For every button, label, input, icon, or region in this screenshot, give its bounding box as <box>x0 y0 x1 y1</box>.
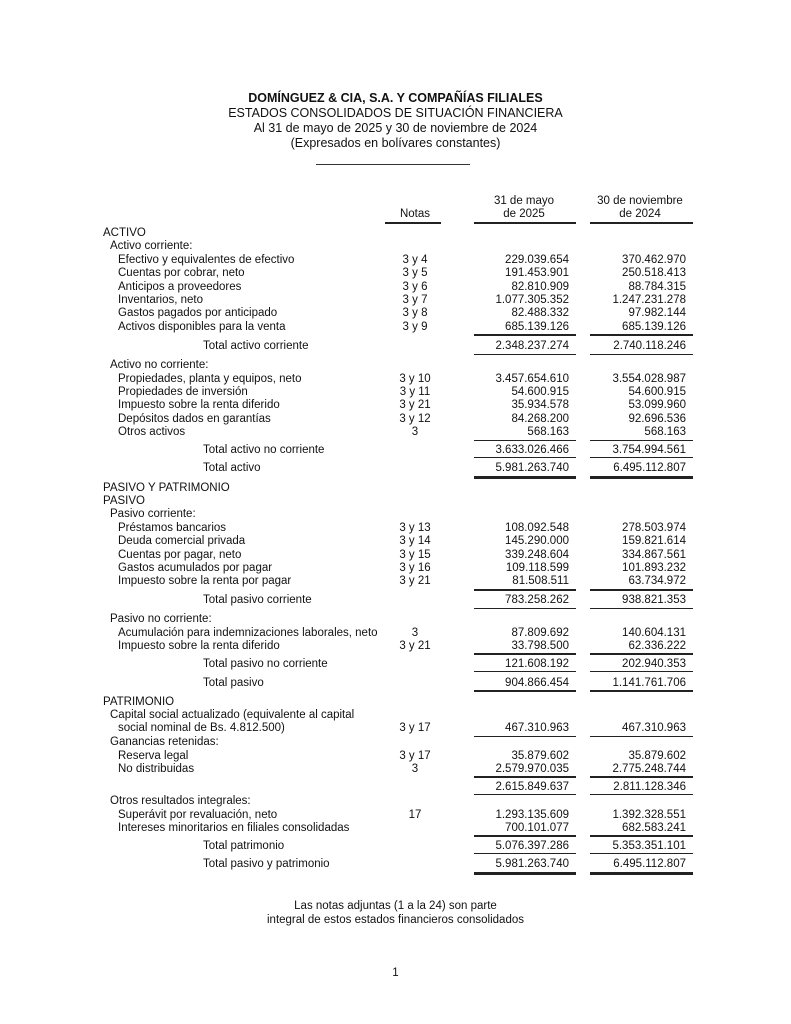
row-label: Propiedades, planta y equipos, neto <box>118 373 302 385</box>
subtotal-rule <box>590 776 693 778</box>
table-row <box>0 627 791 640</box>
total-rule <box>474 853 576 854</box>
subsection-activo-no-corriente <box>0 359 791 372</box>
row-label: Otros resultados integrales: <box>110 795 251 807</box>
table-row <box>0 307 791 320</box>
row-value-2024: 3.554.028.987 <box>612 373 686 385</box>
grand-total-row <box>0 462 791 475</box>
row-label: Gastos pagados por anticipado <box>118 307 278 319</box>
row-value-2024: 54.600.915 <box>628 386 686 398</box>
section-heading-pasivo <box>0 495 791 508</box>
row-note: 3 y 21 <box>399 575 431 587</box>
table-row <box>0 562 791 575</box>
page-number: 1 <box>392 967 399 979</box>
double-rule <box>590 872 693 875</box>
col1-header-line2: de 2025 <box>503 208 545 220</box>
row-note: 3 <box>411 763 419 775</box>
row-value-2025: 229.039.654 <box>505 254 569 266</box>
double-rule <box>474 476 576 479</box>
subtotal-rule <box>474 835 576 837</box>
row-label: PATRIMONIO <box>103 696 175 708</box>
col1-header-underline <box>474 222 576 224</box>
row-value-2024: 1.141.761.706 <box>612 677 686 689</box>
row-label: Total pasivo no corriente <box>203 658 328 670</box>
total-rule <box>474 354 576 355</box>
row-value-2025: 339.248.604 <box>505 549 569 561</box>
currency-note: (Expresados en bolívares constantes) <box>290 136 501 150</box>
row-note: 3 y 16 <box>399 562 431 574</box>
row-value-2024: 250.518.413 <box>622 267 686 279</box>
row-label: Intereses minoritarios en filiales consolidadas <box>118 822 350 834</box>
row-value-2024: 278.503.974 <box>622 522 686 534</box>
subsection-otros-resultados <box>0 795 791 808</box>
row-note: 3 y 5 <box>402 267 428 279</box>
subtotal-rule <box>474 653 576 655</box>
row-value-2025: 84.268.200 <box>511 413 569 425</box>
row-note: 3 y 11 <box>399 386 431 398</box>
subtotal-rule <box>590 589 693 591</box>
row-value-2024: 568.163 <box>644 426 686 438</box>
row-value-2025: 5.076.397.286 <box>495 840 569 852</box>
row-label: Activo no corriente: <box>110 359 209 371</box>
table-row <box>0 809 791 822</box>
row-note: 3 y 14 <box>399 535 431 547</box>
subtotal-rule <box>474 589 576 591</box>
row-value-2024: 1.392.328.551 <box>612 809 686 821</box>
section-heading-activo <box>0 227 791 240</box>
total-rule <box>590 690 693 692</box>
total-rule <box>474 608 576 609</box>
subtotal-rule <box>590 653 693 655</box>
table-row <box>0 386 791 399</box>
row-value-2024: 6.495.112.807 <box>613 858 686 870</box>
row-note: 3 y 10 <box>399 373 431 385</box>
row-value-2025: 3.633.026.466 <box>495 444 569 456</box>
double-rule <box>474 872 576 875</box>
table-row <box>0 549 791 562</box>
row-value-2024: 1.247.231.278 <box>612 294 686 306</box>
section-heading-pasivo-patrimonio <box>0 482 791 495</box>
row-value-2024: 685.139.126 <box>622 321 686 333</box>
row-label: Cuentas por pagar, neto <box>118 549 242 561</box>
row-value-2024: 101.893.232 <box>622 562 686 574</box>
row-note: 3 y 6 <box>402 281 428 293</box>
row-label: Total activo <box>203 462 261 474</box>
row-note: 3 y 13 <box>399 522 431 534</box>
row-label: Inventarios, neto <box>118 294 204 306</box>
row-value-2025: 1.293.135.609 <box>495 809 569 821</box>
subsection-ganancias-retenidas <box>0 736 791 749</box>
row-label: Total patrimonio <box>203 840 285 852</box>
row-value-2025: 109.118.599 <box>505 562 569 574</box>
row-label: Anticipos a proveedores <box>118 281 242 293</box>
row-value-2024: 92.696.536 <box>628 413 686 425</box>
row-note: 3 y 7 <box>402 294 428 306</box>
subtotal-rule <box>474 776 576 778</box>
row-note: 3 y 21 <box>399 399 431 411</box>
total-row <box>0 677 791 690</box>
row-value-2025: 904.866.454 <box>505 677 569 689</box>
row-value-2025: 145.290.000 <box>505 535 569 547</box>
row-value-2025: 2.615.849.637 <box>495 781 569 793</box>
row-value-2024: 140.604.131 <box>622 627 686 639</box>
table-row <box>0 763 791 776</box>
row-value-2025: 2.579.970.035 <box>495 763 569 775</box>
col2-header-underline <box>590 222 693 224</box>
row-value-2025: 783.258.262 <box>505 594 569 606</box>
row-label: PASIVO Y PATRIMONIO <box>103 482 230 494</box>
row-value-2025: 108.092.548 <box>505 522 569 534</box>
row-value-2024: 159.821.614 <box>622 535 686 547</box>
subsection-activo-corriente <box>0 240 791 253</box>
row-value-2024: 202.940.353 <box>622 658 686 670</box>
total-row <box>0 658 791 671</box>
subtotal-rule <box>590 440 693 441</box>
row-label: Superávit por revaluación, neto <box>118 809 278 821</box>
total-row <box>0 444 791 457</box>
row-value-2024: 88.784.315 <box>628 281 686 293</box>
row-label: Pasivo corriente: <box>110 508 196 520</box>
row-label: Activo corriente: <box>110 240 193 252</box>
total-rule <box>590 853 693 854</box>
row-value-2024: 5.353.351.101 <box>612 840 686 852</box>
row-value-2025: 467.310.963 <box>505 722 569 734</box>
row-value-2025: 82.488.332 <box>511 307 569 319</box>
statement-title: ESTADOS CONSOLIDADOS DE SITUACIÓN FINANCIERA <box>228 106 563 120</box>
row-label: Depósitos dados en garantías <box>118 413 271 425</box>
row-value-2024: 62.336.222 <box>628 640 686 652</box>
row-label: social nominal de Bs. 4.812.500) <box>118 722 285 734</box>
row-label: Total pasivo corriente <box>203 594 312 606</box>
row-value-2025: 81.508.511 <box>512 575 569 587</box>
subtotal-rule <box>474 334 576 336</box>
table-row <box>0 640 791 653</box>
row-label: Reserva legal <box>118 750 189 762</box>
row-value-2024: 938.821.353 <box>622 594 686 606</box>
row-label: ACTIVO <box>103 227 146 239</box>
notes-disclaimer-line1: Las notas adjuntas (1 a la 24) son parte <box>294 900 497 912</box>
total-rule <box>590 457 693 458</box>
row-value-2025: 87.809.692 <box>511 627 569 639</box>
row-label: PASIVO <box>103 495 145 507</box>
row-value-2024: 2.775.248.744 <box>612 763 686 775</box>
row-label: Préstamos bancarios <box>118 522 227 534</box>
row-value-2024: 2.740.118.246 <box>613 340 686 352</box>
row-label: Impuesto sobre la renta por pagar <box>118 575 292 587</box>
row-value-2024: 35.879.602 <box>628 750 686 762</box>
row-label: Impuesto sobre la renta diferido <box>118 640 280 652</box>
row-value-2025: 82.810.909 <box>511 281 569 293</box>
statement-period: Al 31 de mayo de 2025 y 30 de noviembre de 2024 <box>253 121 538 135</box>
row-label: Efectivo y equivalentes de efectivo <box>118 254 295 266</box>
row-value-2024: 467.310.963 <box>622 722 686 734</box>
total-rule <box>590 354 693 355</box>
row-label: Otros activos <box>118 426 186 438</box>
row-label: Pasivo no corriente: <box>110 613 212 625</box>
row-note: 3 <box>411 426 419 438</box>
row-label: Activos disponibles para la venta <box>118 321 286 333</box>
col2-header-line1: 30 de noviembre <box>597 195 683 207</box>
notes-disclaimer-line2: integral de estos estados financieros consolidados <box>267 914 524 926</box>
row-value-2024: 682.583.241 <box>622 822 686 834</box>
total-rule <box>474 690 576 692</box>
subtotal-rule <box>590 334 693 336</box>
table-row <box>0 254 791 267</box>
total-row <box>0 594 791 607</box>
notes-column-header: Notas <box>399 208 431 220</box>
table-row <box>0 373 791 386</box>
total-row <box>0 340 791 353</box>
section-heading-patrimonio <box>0 696 791 709</box>
row-note: 3 y 8 <box>402 307 428 319</box>
row-label: No distribuidas <box>118 763 195 775</box>
row-value-2024: 2.811.128.346 <box>613 781 686 793</box>
company-name: DOMÍNGUEZ & CIA, S.A. Y COMPAÑÍAS FILIALES <box>248 91 543 105</box>
row-value-2024: 6.495.112.807 <box>613 462 686 474</box>
row-label: Cuentas por cobrar, neto <box>118 267 245 279</box>
row-value-2024: 334.867.561 <box>622 549 686 561</box>
row-label: Total pasivo y patrimonio <box>203 858 330 870</box>
row-value-2025: 3.457.654.610 <box>495 373 569 385</box>
table-row <box>0 426 791 439</box>
table-row <box>0 750 791 763</box>
row-note: 3 y 9 <box>402 321 428 333</box>
table-row <box>0 281 791 294</box>
grand-total-row <box>0 858 791 871</box>
subtotal-row <box>0 781 791 794</box>
subsection-pasivo-no-corriente <box>0 613 791 626</box>
row-value-2025: 33.798.500 <box>511 640 569 652</box>
table-row <box>0 722 791 735</box>
table-row <box>0 413 791 426</box>
double-rule <box>590 476 693 479</box>
row-value-2025: 685.139.126 <box>505 321 569 333</box>
row-label: Total activo corriente <box>203 340 309 352</box>
row-note: 3 <box>411 627 419 639</box>
total-rule <box>590 608 693 609</box>
row-label: Ganancias retenidas: <box>110 736 219 748</box>
row-value-2024: 53.099.960 <box>628 399 686 411</box>
row-label: Total activo no corriente <box>203 444 325 456</box>
table-row <box>0 522 791 535</box>
subtotal-rule <box>590 835 693 837</box>
row-note: 3 y 17 <box>399 722 431 734</box>
subtotal-rule <box>474 440 576 441</box>
row-label: Gastos acumulados por pagar <box>118 562 273 574</box>
row-value-2024: 370.462.970 <box>622 254 686 266</box>
row-label: Impuesto sobre la renta diferido <box>118 399 280 411</box>
row-value-2025: 191.453.901 <box>505 267 569 279</box>
row-value-2025: 54.600.915 <box>511 386 569 398</box>
col1-header-line1: 31 de mayo <box>493 195 555 207</box>
row-label: Acumulación para indemnizaciones laborales, neto <box>118 627 378 639</box>
row-value-2025: 5.981.263.740 <box>495 462 569 474</box>
row-value-2024: 3.754.994.561 <box>612 444 686 456</box>
row-note: 3 y 12 <box>399 413 431 425</box>
table-row <box>0 321 791 334</box>
row-value-2024: 97.982.144 <box>628 307 686 319</box>
row-value-2025: 35.879.602 <box>511 750 569 762</box>
total-rule <box>590 671 693 672</box>
table-row <box>0 535 791 548</box>
row-label: Total pasivo <box>203 677 264 689</box>
subsection-pasivo-corriente <box>0 508 791 521</box>
row-note: 17 <box>408 809 422 821</box>
table-row <box>0 575 791 588</box>
table-row <box>0 709 791 722</box>
col2-header-line2: de 2024 <box>619 208 661 220</box>
row-value-2025: 35.934.578 <box>511 399 569 411</box>
row-value-2025: 700.101.077 <box>505 822 569 834</box>
row-label: Capital social actualizado (equivalente al capital <box>110 709 355 721</box>
table-row <box>0 267 791 280</box>
row-label: Propiedades de inversión <box>118 386 248 398</box>
row-value-2025: 5.981.263.740 <box>495 858 569 870</box>
row-note: 3 y 17 <box>399 750 431 762</box>
notes-header-underline <box>385 222 441 224</box>
row-value-2025: 2.348.237.274 <box>495 340 569 352</box>
row-note: 3 y 15 <box>399 549 431 561</box>
table-row <box>0 822 791 835</box>
row-value-2024: 63.734.972 <box>628 575 686 587</box>
row-value-2025: 568.163 <box>527 426 569 438</box>
total-rule <box>474 671 576 672</box>
total-row <box>0 840 791 853</box>
table-row <box>0 399 791 412</box>
row-note: 3 y 4 <box>402 254 428 266</box>
row-value-2025: 1.077.305.352 <box>495 294 569 306</box>
header-divider <box>316 164 470 165</box>
table-row <box>0 294 791 307</box>
row-label: Deuda comercial privada <box>118 535 246 547</box>
total-rule <box>474 457 576 458</box>
row-note: 3 y 21 <box>399 640 431 652</box>
row-value-2025: 121.608.192 <box>505 658 569 670</box>
